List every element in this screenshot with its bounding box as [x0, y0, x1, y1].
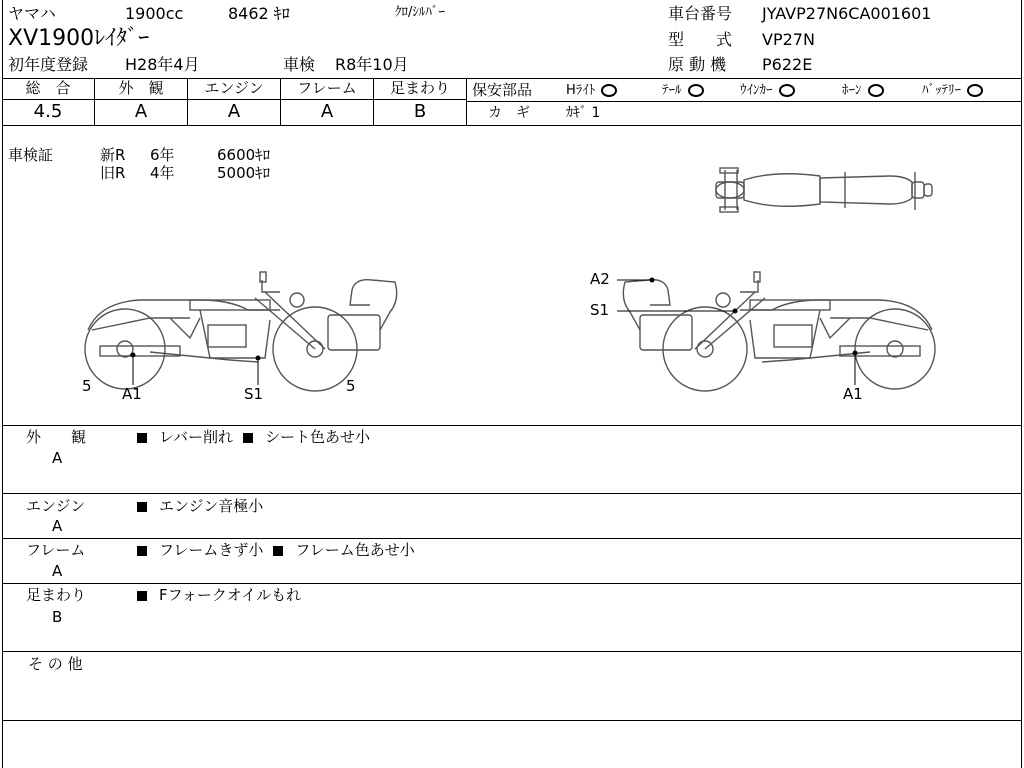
engine-grade-label: エンジン	[204, 79, 264, 97]
remark-category-other: そ の 他	[28, 655, 83, 673]
key-value: ｶｷﾞ 1	[566, 105, 601, 121]
mileage: 8462 ｷﾛ	[228, 4, 290, 23]
type-value: VP27N	[762, 30, 815, 49]
certificate-label: 車検証	[8, 146, 54, 164]
certificate-old-label: 旧R	[100, 164, 126, 182]
remarks-divider	[2, 493, 1022, 494]
color: ｸﾛ/ｼﾙﾊﾞｰ	[395, 5, 445, 20]
remark-category-suspension: 足まわり	[26, 586, 87, 604]
certificate-new-km: 6600ｷﾛ	[217, 146, 271, 164]
model-name: XV1900ﾚｲﾀﾞｰ	[8, 26, 150, 51]
certificate-new-label: 新R	[100, 146, 126, 164]
maker: ヤマハ	[8, 4, 56, 23]
left-mark-s1: S1	[244, 385, 264, 403]
safety-item-tail: ﾃｰﾙ	[662, 84, 704, 97]
exterior-label: 外 観	[118, 79, 164, 97]
safety-item-winker: ｳｲﾝｶｰ	[740, 84, 795, 97]
left-mark-a1: A1	[122, 385, 142, 403]
certificate-old-years: 4年	[150, 164, 175, 182]
frame-grade-label: フレーム	[297, 79, 357, 97]
frame-no-label: 車台番号	[668, 4, 733, 23]
exterior-value: A	[134, 101, 148, 122]
left-side-bike-icon	[85, 272, 397, 391]
remark-notes-suspension: Fフォークオイルもれ	[137, 588, 301, 603]
displacement: 1900cc	[125, 4, 184, 23]
bullet-square-icon	[243, 433, 253, 443]
safety-item-horn: ﾎｰﾝ	[842, 84, 884, 97]
bullet-square-icon	[137, 502, 147, 512]
remark-grade-exterior: A	[52, 449, 63, 467]
inspection-label: 車検	[283, 55, 316, 74]
bullet-square-icon	[137, 591, 147, 601]
safety-item-headlight: Hﾗｲﾄ	[566, 84, 617, 97]
remark-category-frame: フレーム	[26, 541, 86, 559]
remarks-bottom-line	[2, 720, 1022, 721]
certificate-new-years: 6年	[150, 146, 175, 164]
right-side-bike-icon	[623, 272, 935, 391]
key-label: カ ギ	[488, 105, 530, 121]
right-mark-a2: A2	[590, 270, 610, 288]
remark-notes-exterior: レバー削れ シート色あせ小	[137, 430, 370, 445]
left-mark-num-right: 5	[346, 377, 356, 395]
remark-grade-frame: A	[52, 562, 63, 580]
left-mark-num-left: 5	[82, 377, 92, 395]
right-mark-s1: S1	[590, 301, 610, 319]
remark-notes-engine: エンジン音極小	[137, 499, 263, 514]
remarks-divider	[2, 583, 1022, 584]
remark-grade-engine: A	[52, 517, 63, 535]
remarks-divider	[2, 538, 1022, 539]
bullet-square-icon	[137, 546, 147, 556]
frame-grade-value: A	[320, 101, 334, 122]
first-reg-value: H28年4月	[125, 55, 200, 74]
remarks-divider	[2, 651, 1022, 652]
overall-label: 総 合	[25, 79, 71, 97]
remark-notes-frame: フレームきず小 フレーム色あせ小	[137, 543, 415, 558]
remark-category-engine: エンジン	[26, 497, 86, 515]
first-reg-label: 初年度登録	[8, 55, 89, 74]
engine-value: P622E	[762, 55, 813, 74]
suspension-grade-value: B	[413, 101, 427, 122]
inspection-value: R8年10月	[335, 55, 409, 74]
bullet-square-icon	[137, 433, 147, 443]
bullet-square-icon	[273, 546, 283, 556]
engine-grade-value: A	[227, 101, 241, 122]
right-mark-a1: A1	[843, 385, 863, 403]
remark-category-exterior: 外 観	[26, 428, 87, 446]
remarks-top-line	[2, 425, 1022, 426]
overall-value: 4.5	[33, 101, 63, 122]
engine-label: 原 動 機	[668, 55, 727, 74]
safety-item-battery: ﾊﾞｯﾃﾘｰ	[922, 84, 983, 97]
suspension-grade-label: 足まわり	[389, 79, 450, 97]
remark-grade-suspension: B	[52, 608, 63, 626]
safety-label: 保安部品	[472, 81, 533, 99]
top-view-bike-icon	[716, 168, 932, 212]
certificate-old-km: 5000ｷﾛ	[217, 164, 271, 182]
type-label: 型 式	[668, 30, 733, 49]
frame-no-value: JYAVP27N6CA001601	[762, 4, 932, 23]
